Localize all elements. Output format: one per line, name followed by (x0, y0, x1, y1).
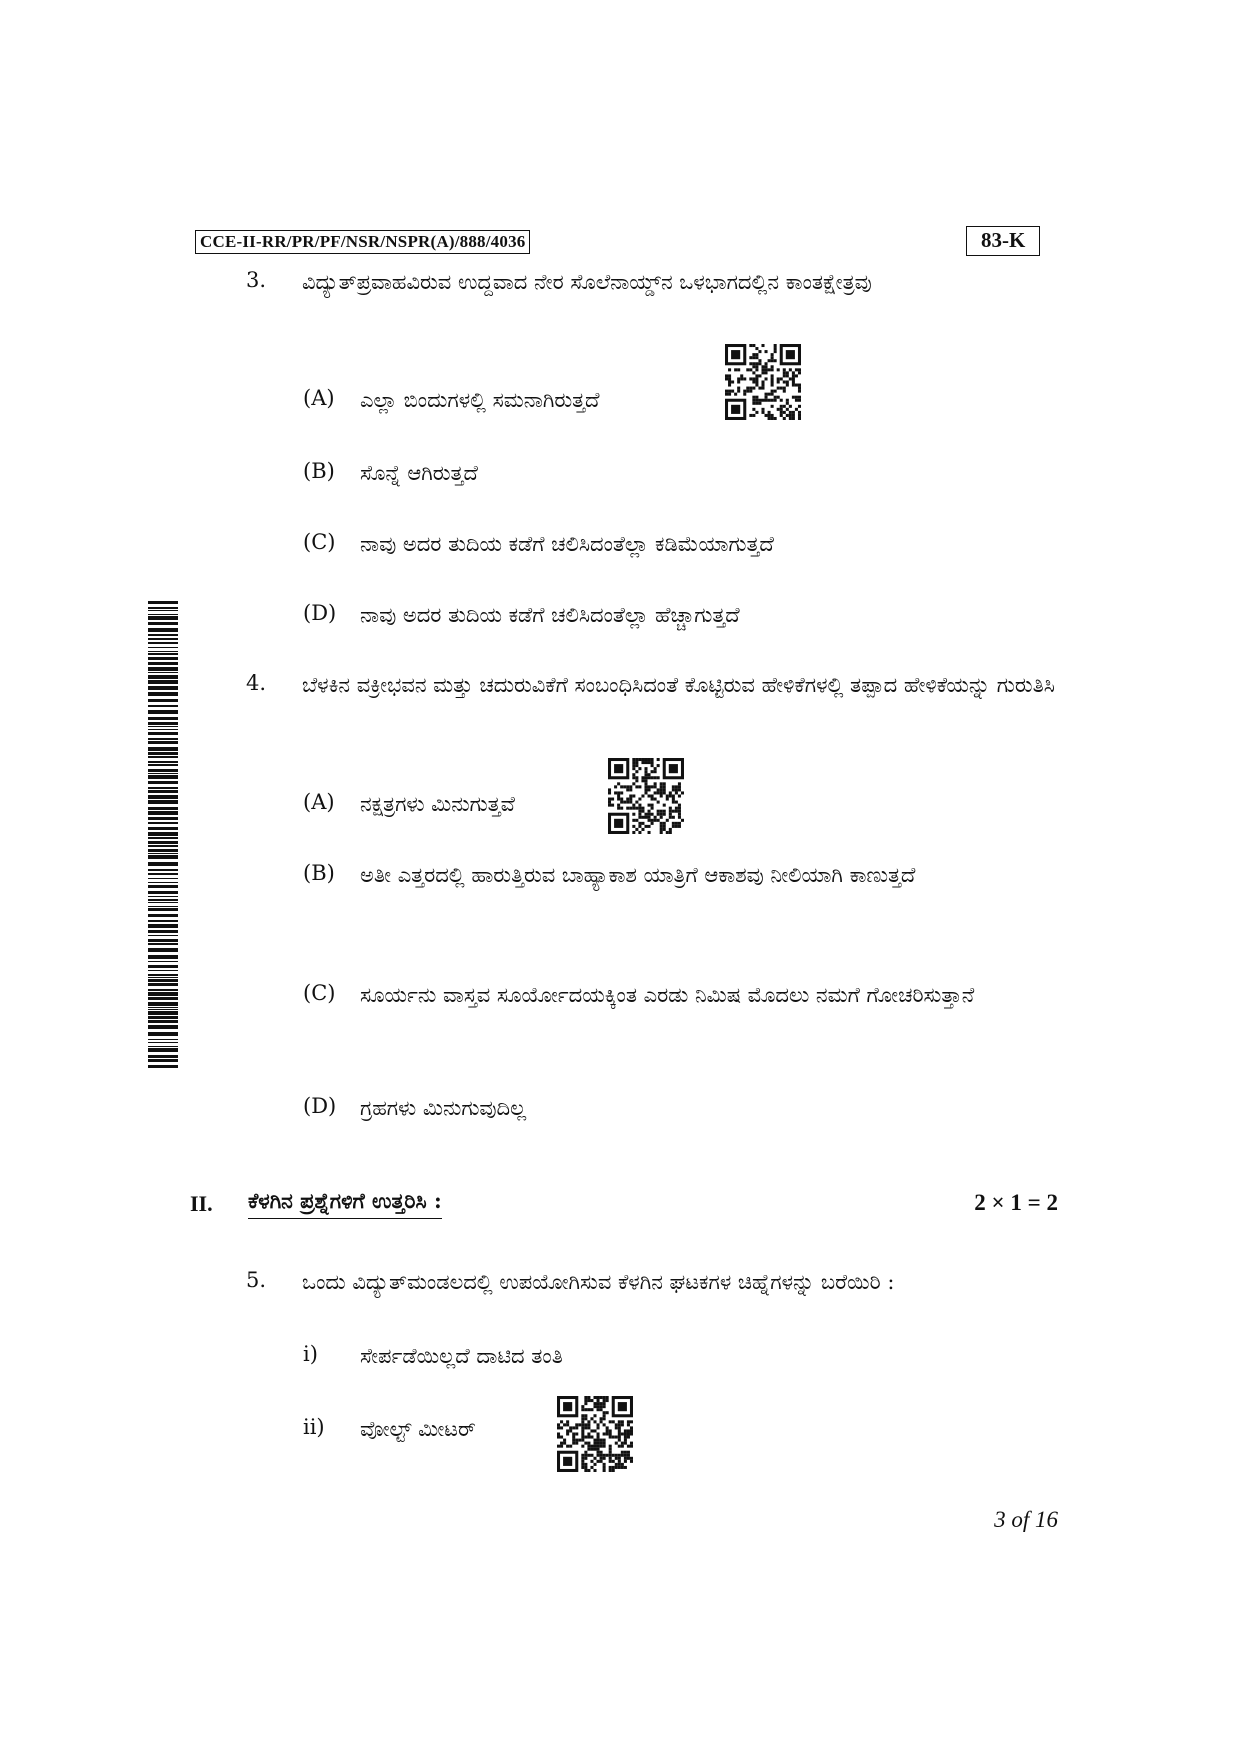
question-4-option-c-letter: (C) (303, 981, 336, 1005)
question-4-option-b-text: ಅತೀ ಎತ್ತರದಲ್ಲಿ ಹಾರುತ್ತಿರುವ ಬಾಹ್ಯಾಕಾಶ ಯಾತ್ರಿಗೆ ಆಕಾಶವು ನೀಲಿಯಾಗಿ ಕಾಣುತ್ತದೆ (360, 863, 916, 887)
page-number: 3 of 16 (994, 1507, 1058, 1532)
question-3-option-c-text: ನಾವು ಅದರ ತುದಿಯ ಕಡೆಗೆ ಚಲಿಸಿದಂತೆಲ್ಲಾ ಕಡಿಮೆಯಾಗುತ್ತದೆ (360, 532, 774, 556)
question-4-option-d-text: ಗ್ರಹಗಳು ಮಿನುಗುವುದಿಲ್ಲ (360, 1096, 527, 1120)
question-3-option-d-text: ನಾವು ಅದರ ತುದಿಯ ಕಡೆಗೆ ಚಲಿಸಿದಂತೆಲ್ಲಾ ಹೆಚ್ಚಾಗುತ್ತದೆ (360, 603, 740, 627)
question-5-item-1-number: i) (303, 1342, 318, 1366)
question-5-item-2-number: ii) (303, 1415, 325, 1439)
question-3-text: ವಿದ್ಯುತ್‌ಪ್ರವಾಹವಿರುವ ಉದ್ದವಾದ ನೇರ ಸೊಲೆನಾಯ್ಡ್‌ನ ಒಳಭಾಗದಲ್ಲಿನ ಕಾಂತಕ್ಷೇತ್ರವು (302, 270, 872, 294)
question-5-item-2-text: ವೋಲ್ಟ್ ಮೀಟರ್ (360, 1417, 476, 1441)
question-3-option-a-letter: (A) (303, 386, 335, 410)
question-4-option-d-letter: (D) (303, 1094, 337, 1118)
question-5-number: 5. (246, 1268, 267, 1292)
question-3-option-b-letter: (B) (303, 459, 335, 483)
question-4-text: ಬೆಳಕಿನ ವಕ್ರೀಭವನ ಮತ್ತು ಚದುರುವಿಕೆಗೆ ಸಂಬಂಧಿಸಿದಂತೆ ಕೊಟ್ಟಿರುವ ಹೇಳಿಕೆಗಳಲ್ಲಿ ತಪ್ಪಾದ ಹೇಳಿಕೆಯನ್ನು ಗುರುತಿಸಿ (302, 673, 1055, 697)
question-4-option-a-text: ನಕ್ಷತ್ರಗಳು ಮಿನುಗುತ್ತವೆ (360, 792, 515, 816)
question-3-number: 3. (246, 268, 267, 292)
question-3-option-b-text: ಸೊನ್ನೆ ಆಗಿರುತ್ತದೆ (360, 461, 478, 485)
qr-code (557, 1396, 633, 1472)
question-3-option-a-text: ಎಲ್ಲಾ ಬಿಂದುಗಳಲ್ಲಿ ಸಮನಾಗಿರುತ್ತದೆ (360, 388, 600, 412)
section-marks: 2 × 1 = 2 (974, 1190, 1058, 1215)
question-4-option-a-letter: (A) (303, 790, 335, 814)
section-number: II. (190, 1191, 213, 1216)
paper-code: 83-K (966, 226, 1040, 256)
question-3-option-d-letter: (D) (303, 601, 337, 625)
question-4-option-b-letter: (B) (303, 861, 335, 885)
question-3-option-c-letter: (C) (303, 530, 336, 554)
qr-code (608, 758, 684, 834)
exam-code: CCE-II-RR/PR/PF/NSR/NSPR(A)/888/4036 (195, 230, 530, 254)
side-barcode (148, 601, 178, 1069)
question-5-text: ಒಂದು ವಿದ್ಯುತ್‌ಮಂಡಲದಲ್ಲಿ ಉಪಯೋಗಿಸುವ ಕೆಳಗಿನ ಘಟಕಗಳ ಚಿಹ್ನೆಗಳನ್ನು ಬರೆಯಿರಿ : (302, 1270, 895, 1294)
section-title: ಕೆಳಗಿನ ಪ್ರಶ್ನೆಗಳಿಗೆ ಉತ್ತರಿಸಿ : (248, 1188, 442, 1219)
question-4-option-c-text: ಸೂರ್ಯನು ವಾಸ್ತವ ಸೂರ್ಯೋದಯಕ್ಕಿಂತ ಎರಡು ನಿಮಿಷ ಮೊದಲು ನಮಗೆ ಗೋಚರಿಸುತ್ತಾನೆ (360, 983, 975, 1007)
question-4-number: 4. (246, 671, 267, 695)
question-5-item-1-text: ಸೇರ್ಪಡೆಯಿಲ್ಲದೆ ದಾಟಿದ ತಂತಿ (360, 1344, 563, 1368)
